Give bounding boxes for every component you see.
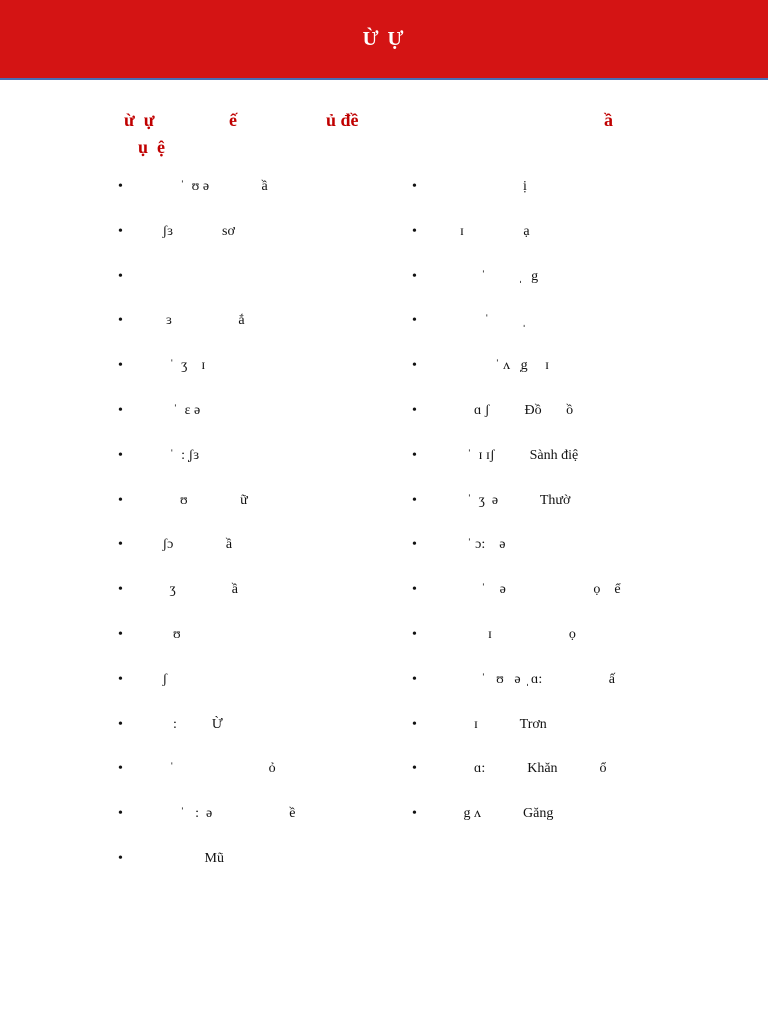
list-item [118, 534, 398, 579]
list-item [118, 624, 398, 669]
list-item [412, 400, 712, 445]
title-banner [0, 0, 768, 80]
list-item-text: ˈ ̩ [432, 313, 525, 329]
list-item [118, 490, 398, 535]
bullet-icon: • [118, 492, 123, 508]
list-item [412, 534, 712, 579]
list-item-text: ɪ ọ [432, 626, 576, 642]
list-item [412, 490, 712, 535]
list-item-text: ˈ : ̩ʃɜ [138, 447, 200, 463]
bullet-icon: • [412, 179, 417, 194]
list-item-text: ị [432, 179, 527, 194]
bullet-icon: • [118, 447, 123, 463]
list-item [412, 310, 712, 355]
list-item [118, 758, 398, 803]
list-item-text: ˈ ə ọ ể [432, 582, 621, 598]
bullet-icon: • [412, 492, 417, 508]
list-item [118, 848, 398, 893]
list-item [118, 400, 398, 445]
list-item-text: ˈ ʌ ̩g ɪ [432, 358, 550, 374]
section-heading-part-3: ủ đề [326, 110, 359, 130]
bullet-icon: • [118, 716, 123, 732]
list-item-text: : Ừ [138, 716, 223, 732]
left-vocab-list [118, 176, 398, 893]
bullet-icon: • [412, 537, 417, 553]
list-item-text: ˈ ʒ ɪ [138, 358, 206, 374]
bullet-icon: • [412, 268, 417, 284]
section-heading-part-2: ế [229, 110, 237, 130]
list-item [118, 445, 398, 490]
right-vocab-list [412, 176, 712, 848]
list-item-text: ˈ ɔ: ə [432, 537, 506, 553]
list-item [118, 714, 398, 759]
bullet-icon: • [118, 268, 123, 284]
bullet-icon: • [118, 313, 123, 329]
list-item-text: ʊ [138, 626, 181, 642]
bullet-icon: • [412, 761, 417, 777]
list-item [118, 669, 398, 714]
list-item [118, 579, 398, 624]
list-item [412, 624, 712, 669]
list-item [118, 355, 398, 400]
list-item-text: ɪ Trơn [432, 716, 547, 732]
list-item-text: ˈ ʒ ə Thườ [432, 492, 571, 508]
list-item-text: ˈ ʊ ə ̩ ɑ: ấ [432, 671, 615, 687]
list-item-text: ɪ ạ [432, 223, 530, 239]
bullet-icon: • [412, 358, 417, 374]
section-heading-part-1: ừ ự [124, 110, 155, 130]
list-item-text: ˈ ɪ ɪʃ Sành điệ [432, 447, 579, 463]
list-item [118, 221, 398, 266]
section-heading-line-2: ụ ệ [138, 137, 165, 157]
banner-title: Ừ Ự [362, 28, 406, 50]
list-item-text: ɑ ʃ Đồ ồ [432, 402, 574, 418]
list-item [412, 758, 712, 803]
list-item [412, 803, 712, 848]
bullet-icon: • [412, 626, 417, 642]
bullet-icon: • [412, 671, 417, 687]
bullet-icon: • [118, 537, 123, 553]
list-item-text: ˈ : ə ề [138, 806, 296, 822]
list-item [118, 310, 398, 355]
section-heading-part-4: ầ [604, 110, 613, 130]
bullet-icon: • [412, 313, 417, 329]
list-item [118, 176, 398, 221]
list-item [412, 445, 712, 490]
bullet-icon: • [118, 358, 123, 374]
list-item-text: ʃ [138, 671, 168, 687]
bullet-icon: • [412, 806, 417, 822]
bullet-icon: • [118, 402, 123, 418]
list-item-text: g ʌ Găng [432, 806, 554, 822]
bullet-icon: • [118, 582, 123, 598]
bullet-icon: • [118, 626, 123, 642]
bullet-icon: • [118, 850, 123, 866]
list-item [118, 266, 398, 311]
bullet-icon: • [412, 716, 417, 732]
bullet-icon: • [118, 671, 123, 687]
list-item-text: ʒ ầ [138, 582, 238, 598]
list-item [412, 355, 712, 400]
list-item-text: ɜ ắ [138, 313, 245, 329]
bullet-icon: • [118, 806, 123, 822]
list-item-text: ˈ ʊ ə ầ [138, 179, 268, 194]
list-item [118, 803, 398, 848]
bullet-icon: • [118, 223, 123, 239]
list-item [412, 176, 712, 221]
list-item [412, 669, 712, 714]
bullet-icon: • [412, 402, 417, 418]
list-item [412, 579, 712, 624]
bullet-icon: • [412, 582, 417, 598]
bullet-icon: • [412, 223, 417, 239]
list-item-text: ʊ ữ [138, 492, 248, 508]
list-item-text: ʃɔ ầ [138, 537, 233, 553]
list-item [412, 266, 712, 311]
list-item [412, 221, 712, 266]
list-item-text: ˈ ỏ [138, 761, 276, 777]
list-item [412, 714, 712, 759]
list-item-text: ɑ: Khăn ổ [432, 761, 607, 777]
list-item-text: ˈ ̩ g [432, 268, 539, 284]
list-item-text: ˈ ɛ ə [138, 402, 201, 418]
bullet-icon: • [412, 447, 417, 463]
bullet-icon: • [118, 179, 123, 194]
list-item-text: ʃɜ sơ [138, 223, 235, 239]
bullet-icon: • [118, 761, 123, 777]
list-item-text: Mũ [138, 850, 224, 866]
